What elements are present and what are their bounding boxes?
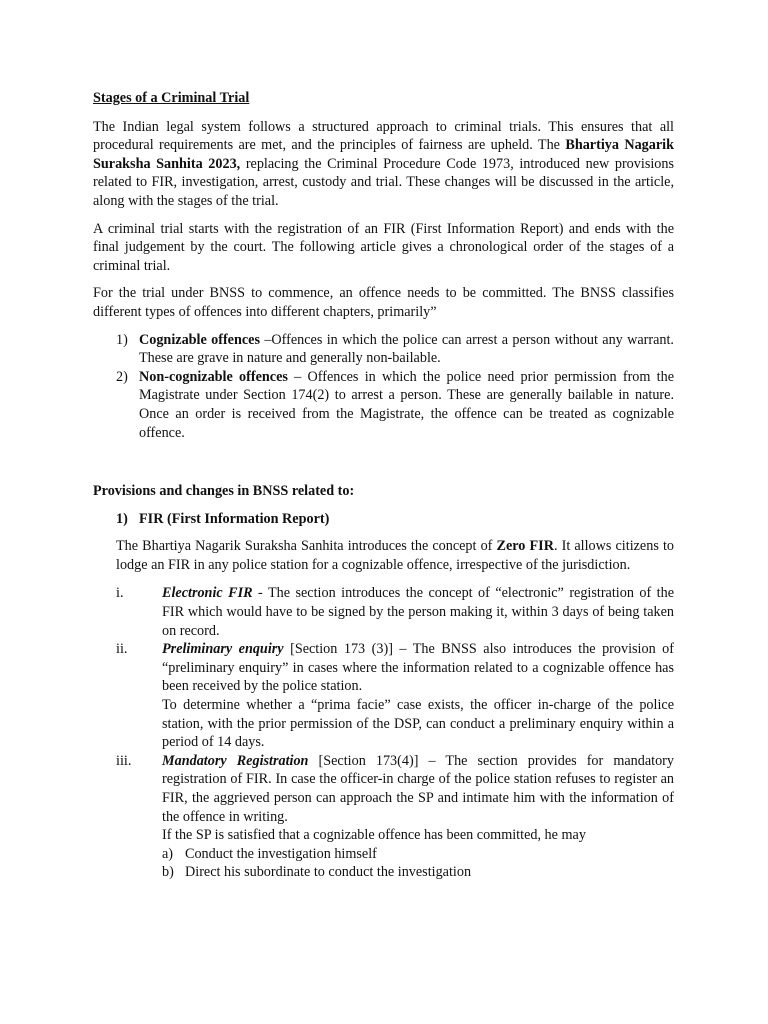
option-text: Conduct the investigation himself [185,845,377,862]
list-marker: a) [162,845,174,862]
zero-fir-text: The Bhartiya Nagarik Suraksha Sanhita introduces the concept of [116,538,497,555]
offence-term: Cognizable offences [139,331,260,348]
provision-extra: If the SP is satisfied that a cognizable offence has been committed, he may [162,827,586,844]
list-marker: 2) [116,368,128,385]
list-marker: b) [162,864,174,881]
provision-term: Electronic FIR [162,585,253,602]
list-item [162,845,674,864]
provisions-heading-text: Provisions and changes in BNSS related to: [93,483,355,500]
provision-term: Preliminary enquiry [162,641,284,658]
list-marker: 1) [116,510,128,527]
intro-paragraph-2: A criminal trial starts with the registration of an FIR (First Information Report) and ends with the final judgement by the court. The following article gives a chronological order of the stages of a criminal trial. [93,220,674,274]
fir-title: FIR (First Information Report) [139,510,330,527]
list-item [93,584,674,640]
provision-text: [Section 173 (3)] – The BNSS also introduces the provision of “preliminary enquiry” in cases where the information related to a cognizable offence has been received by the police station. [162,641,674,695]
option-text: Direct his subordinate to conduct the investigation [185,864,472,881]
list-marker: ii. [116,641,128,658]
provision-text: [Section 173(4)] – The section provides for mandatory registration of FIR. In case the officer-in charge of the police station refuses to register an FIR, the aggrieved person can approach the SP and intimate him with the information of the offence in writing. [162,752,674,825]
list-marker: iii. [116,752,132,769]
offence-list [93,331,674,443]
zero-fir-paragraph [93,537,674,574]
provision-term: Mandatory Registration [162,752,309,769]
list-marker: i. [116,585,124,602]
list-item [93,368,674,442]
fir-subheading [93,510,674,529]
list-item [93,331,674,368]
intro-paragraph-3: For the trial under BNSS to commence, an offence needs to be committed. The BNSS classifies different types of offences into different chapters, primarily” [93,285,674,320]
intro-paragraph-1 [93,118,674,211]
document-body [93,89,674,882]
offence-text: – Offences in which the police need prior permission from the Magistrate under Section 174(2) to arrest a person. These are generally bailable in nature. Once an order is received from the Magistrate, the offence can be treated as cognizable offence. [139,368,675,441]
list-marker: 1) [116,331,128,348]
provisions-heading [93,482,674,501]
sp-options-list [162,845,674,882]
offence-term: Non-cognizable offences [139,368,288,385]
page-title: Stages of a Criminal Trial [93,90,250,106]
offence-text: –Offences in which the police can arrest a person without any warrant. These are grave in nature and generally non-bailable. [139,331,674,367]
provision-extra: To determine whether a “prima facie” case exists, the officer in-charge of the police station, with the prior permission of the DSP, can conduct a preliminary enquiry within a period of 14 days. [162,697,674,751]
zero-fir-text: . It allows citizens to lodge an FIR in any police station for a cognizable offence, irrespective of the jurisdiction. [116,538,674,573]
provision-text: - The section introduces the concept of “electronic” registration of the FIR which would have to be signed by the person making it, within 3 days of being taken on record. [162,585,674,639]
list-item [162,863,674,882]
intro-text: replacing the Criminal Procedure Code 1973, introduced new provisions related to FIR, investigation, arrest, custody and trial. These changes will be discussed in the article, along with the stages of the trial. [93,155,674,209]
list-item [93,640,674,752]
zero-fir-term: Zero FIR [496,538,554,555]
provision-list [93,584,674,882]
list-item [93,752,674,882]
intro-text: The Indian legal system follows a structured approach to criminal trials. This ensures that all procedural requirements are met, and the principles of fairness are upheld. The [93,118,674,154]
act-name: Bhartiya Nagarik Suraksha Sanhita 2023, [93,137,674,172]
